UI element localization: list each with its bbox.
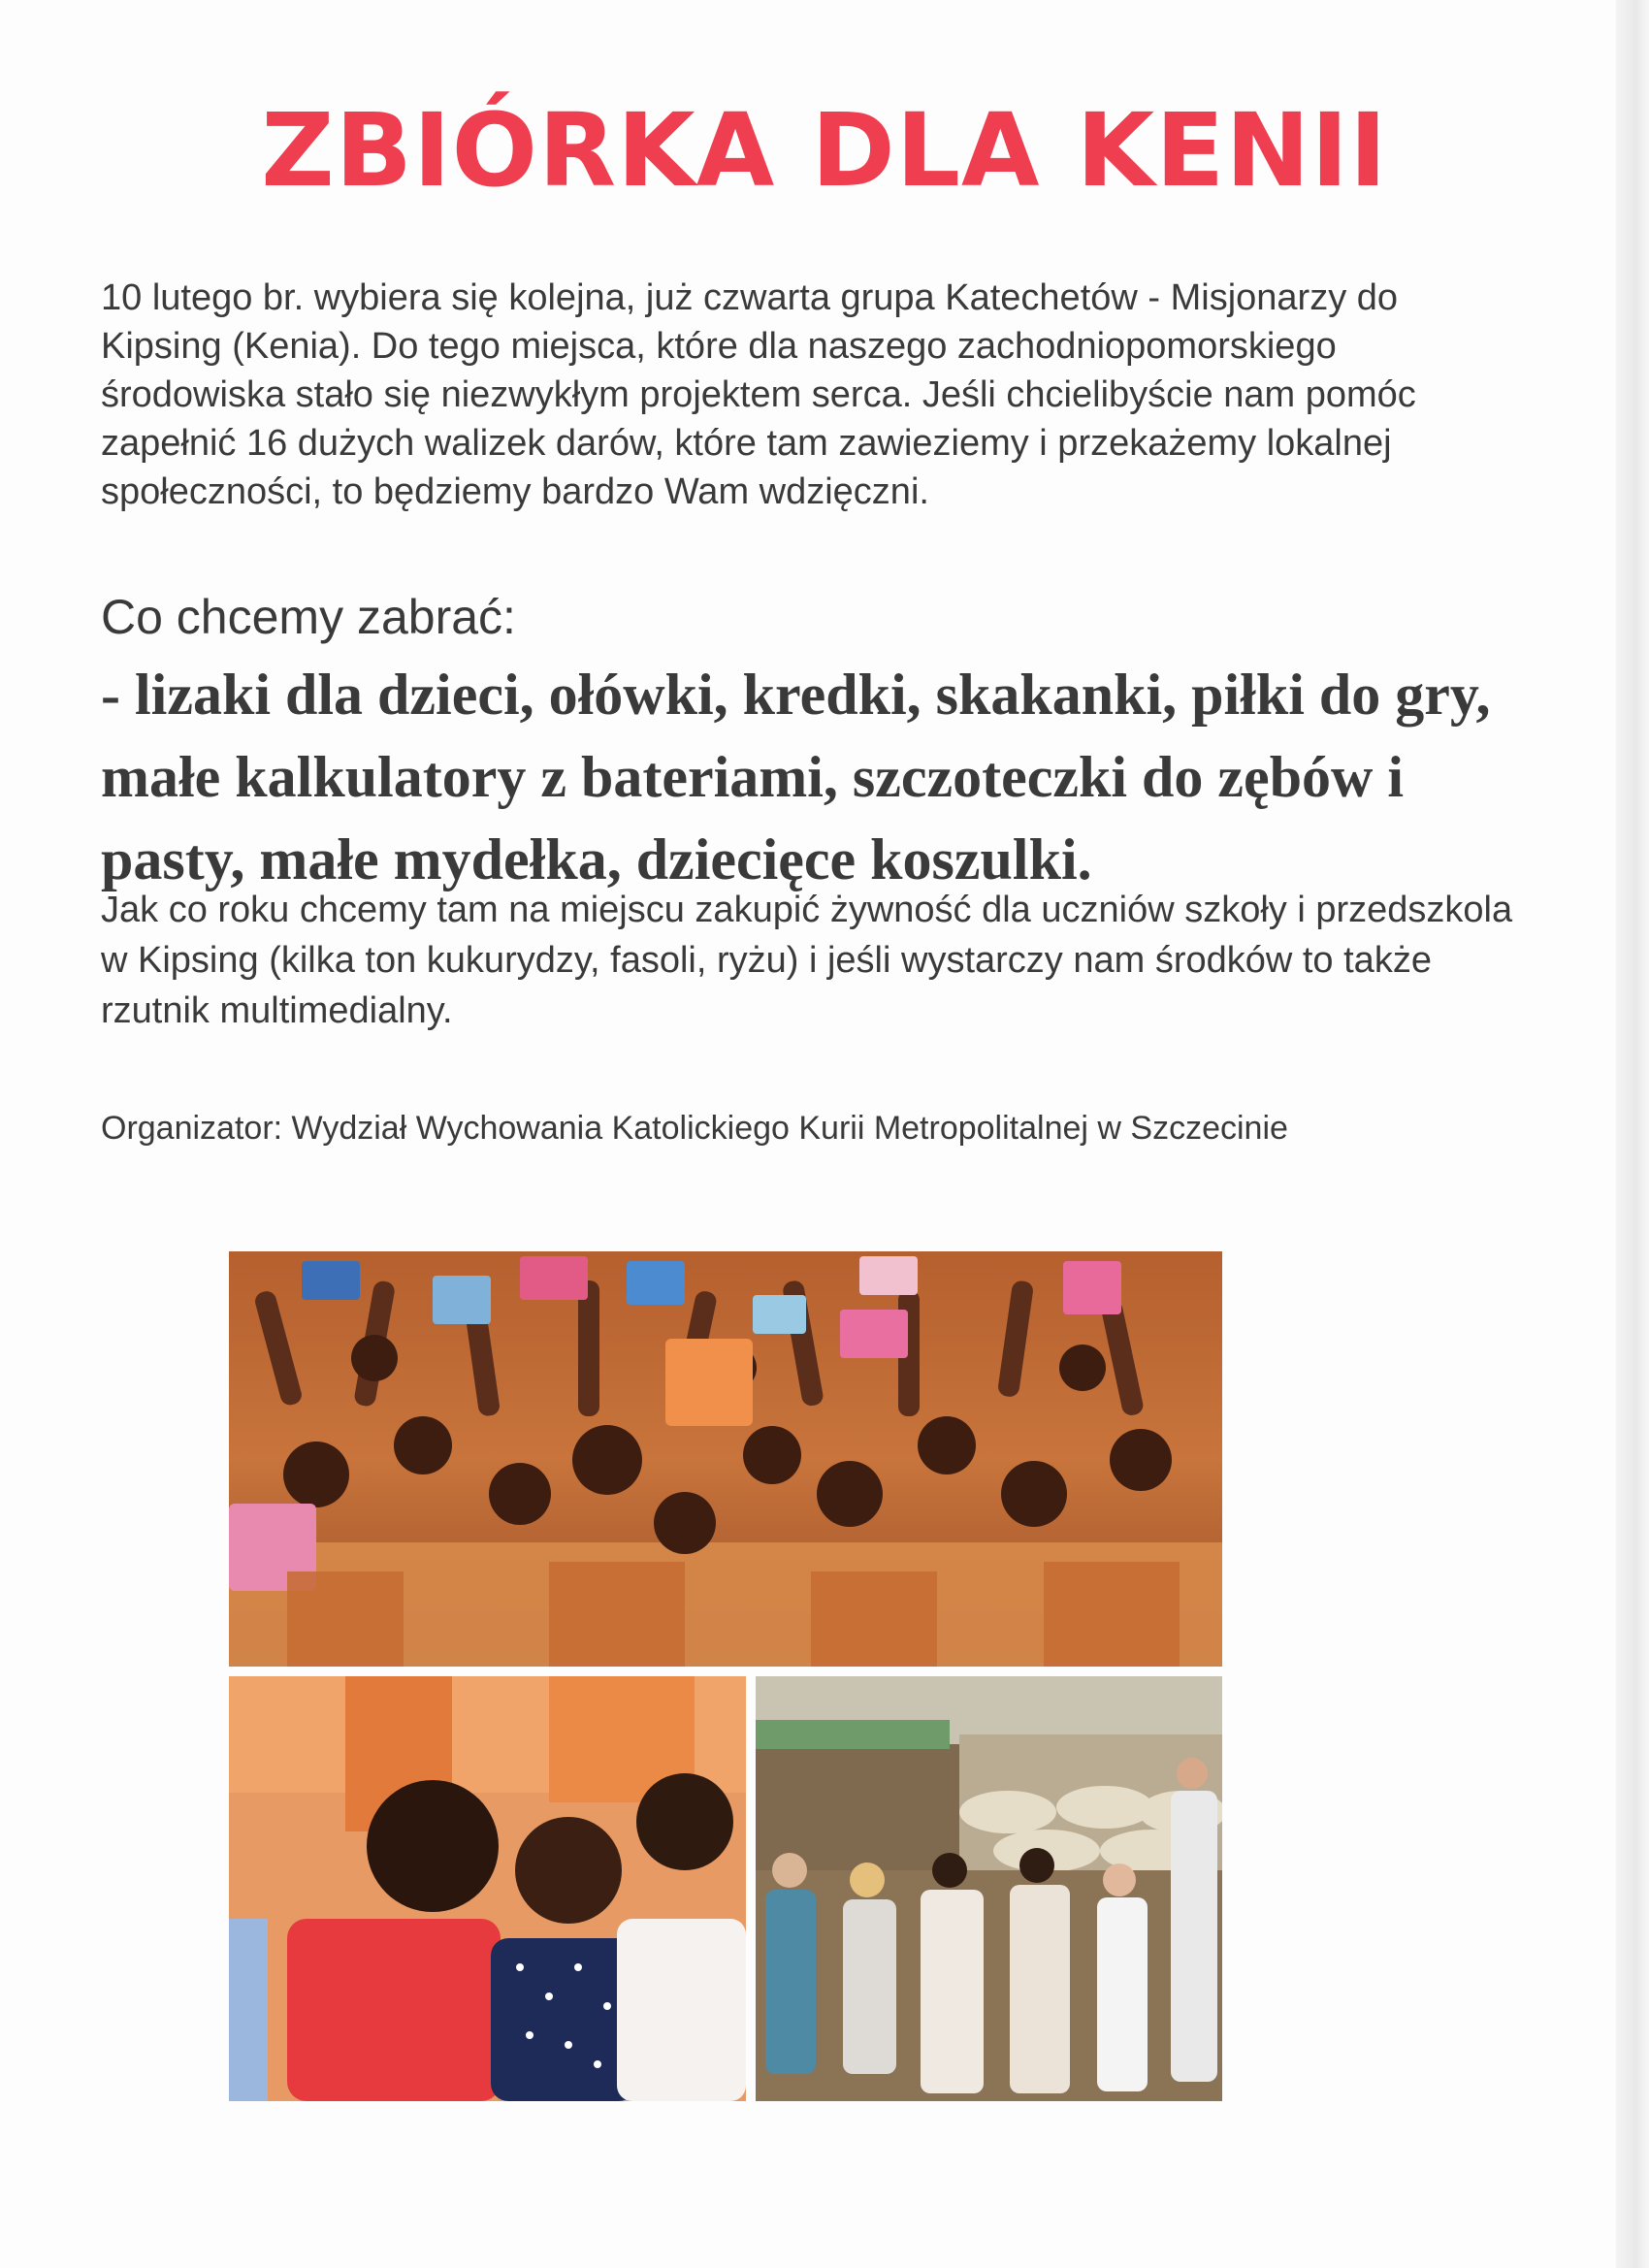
intro-paragraph: 10 lutego br. wybiera się kolejna, już czwarta grupa Katechetów - Misjonarzy do Kipsing (Kenia). Do tego miejsca, które dla naszego zachodniopomorskiego środowiska stało się niezwykłym projektem serca. Jeśli chcielibyście nam pomóc zapełnić 16 dużych walizek darów, które tam zawieziemy i przekażemy lokalnej społeczności, to będziemy bardzo Wam wdzięczni.	[101, 277, 1416, 512]
organizer-line: Organizator: Wydział Wychowania Katolickiego Kurii Metropolitalnej w Szczecinie	[101, 1110, 1288, 1147]
photo-children-closeup	[229, 1676, 746, 2101]
flyer-title: ZBIÓRKA DLA KENII	[261, 91, 1388, 210]
items-list: - lizaki dla dzieci, ołówki, kredki, skakanki, piłki do gry, małe kalkulatory z bateriami, szczoteczki do zębów i pasty, małe mydełka, dziecięce koszulki.	[101, 663, 1491, 891]
items-subheading: Co chcemy zabrać:	[101, 590, 516, 644]
photo-children-crowd	[229, 1251, 1222, 1667]
photo-missionaries-food-sacks	[756, 1676, 1222, 2101]
food-paragraph: Jak co roku chcemy tam na miejscu zakupić żywność dla uczniów szkoły i przedszkola w Kipsing (kilka ton kukurydzy, fasoli, ryżu) i jeśli wystarczy nam środków to także rzutnik multimedialny.	[101, 890, 1513, 1031]
scan-edge-shadow	[1616, 0, 1649, 2268]
